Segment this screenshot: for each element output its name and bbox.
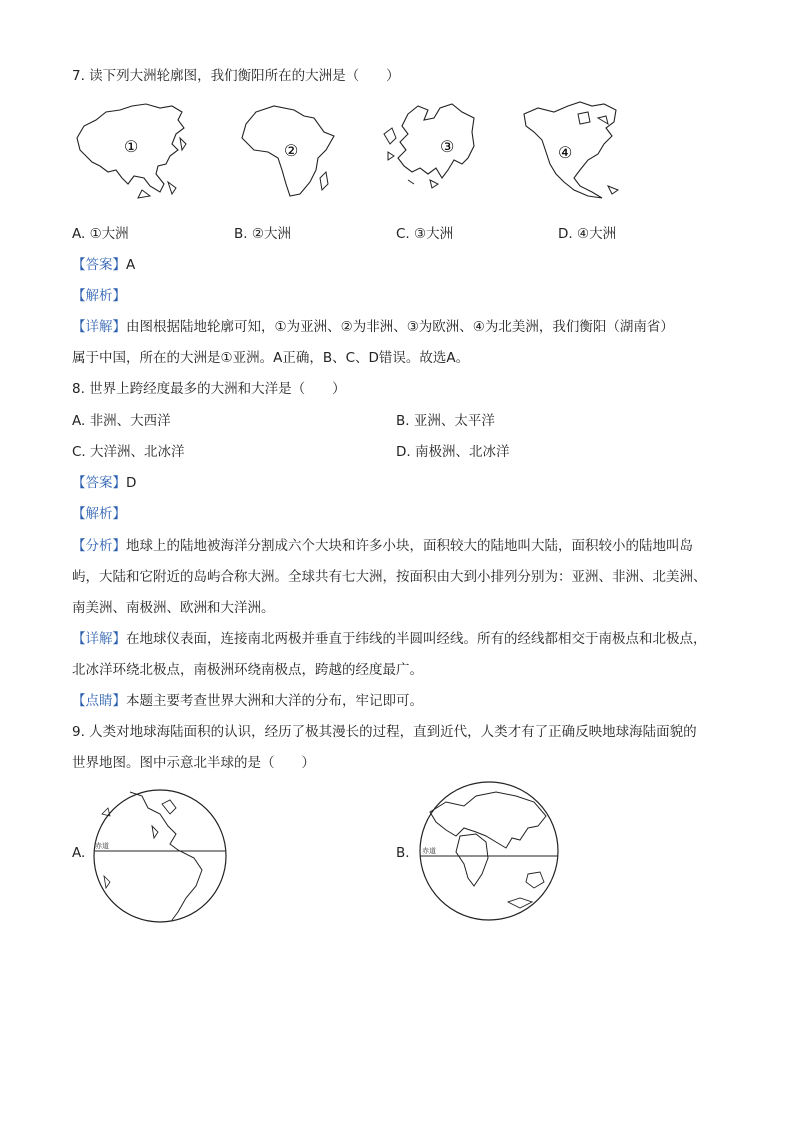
q7-answer: A [126, 257, 136, 273]
q8-analysis-row [72, 505, 126, 523]
detail-tag: 【详解】 [72, 319, 126, 335]
q7-answer-row [72, 256, 135, 274]
globe-map-a [90, 786, 230, 926]
q7-analysis-row [72, 287, 126, 305]
q8-detail-line1: 在地球仪表面，连接南北两极并垂直于纬线的半圆叫经线。所有的经线都相交于南极点和北极点， [126, 631, 707, 647]
map-label-1: ① [124, 137, 139, 156]
equator-label-b: 赤道 [422, 847, 436, 855]
globe-map-b [416, 778, 562, 924]
q7-option-a[interactable]: A. ①大洲 [72, 226, 129, 242]
q7-detail-line1: 由图根据陆地轮廓可知，①为亚洲、②为非洲、③为欧洲、④为北美洲，我们衡阳（湖南省） [126, 319, 674, 335]
q7-detail-line2: 属于中国，所在的大洲是①亚洲。A正确，B、C、D错误。故选A。 [72, 350, 470, 366]
q8-answer: D [126, 475, 137, 491]
q8-dianjing: 本题主要考查世界大洲和大洋的分布，牢记即可。 [126, 693, 423, 709]
map-label-3: ③ [440, 137, 455, 156]
q8-dianjing-row [72, 692, 423, 710]
equator-label-a: 赤道 [95, 842, 109, 850]
q8-option-c[interactable]: C. 大洋洲、北冰洋 [72, 444, 185, 460]
q9-option-a[interactable]: A. [72, 845, 86, 861]
q7-option-d[interactable]: D. ④大洲 [558, 226, 617, 242]
q8-detail-line2: 北冰洋环绕北极点，南极洲环绕南极点，跨越的经度最广。 [72, 662, 423, 678]
q9-stem-line2: 世界地图。图中示意北半球的是（ ） [72, 755, 315, 771]
q8-fenxi-line1: 地球上的陆地被海洋分割成六个大块和许多小块，面积较大的陆地叫大陆，面积较小的陆地叫岛 [126, 538, 693, 554]
asia-outline-map [72, 98, 192, 202]
q9-option-b[interactable]: B. [396, 845, 410, 861]
africa-outline-map [238, 102, 338, 202]
q8-fenxi-line2: 屿，大陆和它附近的岛屿合称大洲。全球共有七大洲，按面积由大到小排列分别为：亚洲、非洲、北美洲、 [72, 569, 707, 585]
analysis-tag: 【解析】 [72, 288, 126, 304]
fenxi-tag: 【分析】 [72, 538, 126, 554]
q8-option-b[interactable]: B. 亚洲、太平洋 [396, 413, 495, 429]
answer-tag: 【答案】 [72, 257, 126, 273]
q8-fenxi-row [72, 537, 693, 555]
dianjing-tag: 【点睛】 [72, 693, 126, 709]
q8-stem: 8. 世界上跨经度最多的大洲和大洋是（ ） [72, 381, 346, 397]
north-america-outline-map [518, 98, 628, 202]
q7-option-b[interactable]: B. ②大洲 [234, 226, 291, 242]
q8-fenxi-line3: 南美洲、南极洲、欧洲和大洋洲。 [72, 600, 275, 616]
detail-tag: 【详解】 [72, 631, 126, 647]
analysis-tag: 【解析】 [72, 506, 126, 522]
q8-detail-row [72, 630, 707, 648]
answer-tag: 【答案】 [72, 475, 126, 491]
q7-option-c[interactable]: C. ③大洲 [396, 226, 454, 242]
q7-detail-row [72, 318, 674, 336]
q8-option-d[interactable]: D. 南极洲、北冰洋 [396, 444, 510, 460]
q8-option-a[interactable]: A. 非洲、大西洋 [72, 413, 171, 429]
map-label-4: ④ [558, 143, 573, 162]
map-label-2: ② [284, 141, 299, 160]
q9-stem-line1: 9. 人类对地球海陆面积的认识，经历了极其漫长的过程，直到近代，人类才有了正确反映地球海陆面貌的 [72, 724, 697, 740]
q8-answer-row [72, 474, 136, 492]
europe-outline-map [378, 98, 478, 190]
q7-stem: 7. 读下列大洲轮廓图，我们衡阳所在的大洲是（ ） [72, 68, 400, 84]
